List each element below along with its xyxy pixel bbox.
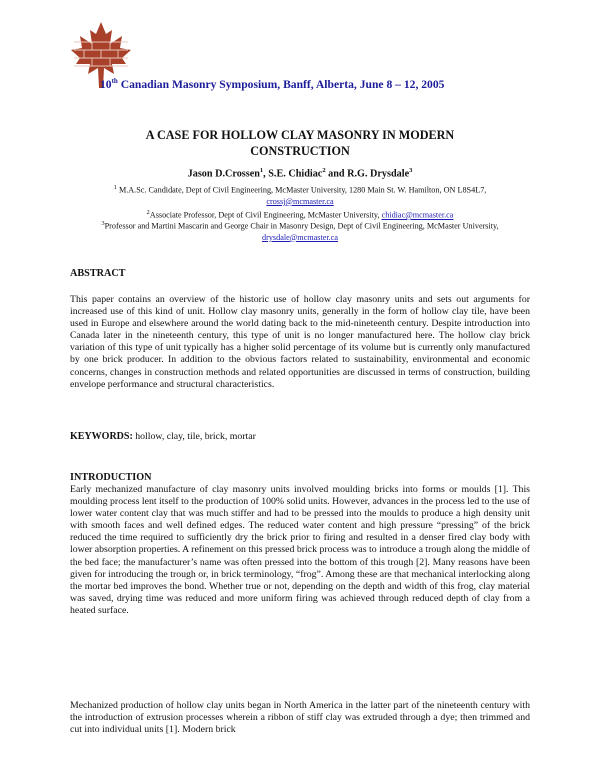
keywords-line (70, 431, 256, 442)
abstract-text: This paper contains an overview of the historic use of hollow clay masonry units and sets out arguments for increased use of this kind of unit. Hollow clay masonry units, generally in the form of hollow clay tile, have been used in Europe and elsewhere around the world dating back to the mid-nineteenth century. Despite introduction into Canada later in the nineteenth century, this type of unit is no longer manufactured here. The hollow clay brick variation of this type of unit typically has a higher solid percentage of its volume but is currently only manufactured by one brick producer. In addition to the obvious factors related to sustainability, environmental and economic concerns, changes in construction methods and related opportunities are discussed in terms of construction, building envelope performance and structural characteristics. (70, 294, 530, 390)
title-line-2: CONSTRUCTION (250, 144, 350, 158)
abstract-heading: ABSTRACT (70, 268, 126, 279)
affiliation-2: $^2$Associate Professor, Dept of Civil Engineering, McMaster University, chidiac@mcmaster.ca (146, 209, 454, 220)
author-name: S.E. Chidiac (268, 168, 323, 180)
title-line-1: A CASE FOR HOLLOW CLAY MASONRY IN MODERN (145, 128, 455, 142)
paper-title (60, 127, 540, 159)
introduction-heading: INTRODUCTION (70, 472, 152, 483)
keywords-values: hollow, clay, tile, brick, mortar (132, 431, 256, 442)
author-name: R.G. Drysdale (347, 168, 410, 180)
author-name: Jason D.Crossen (187, 168, 260, 180)
email-link[interactable]: chidiac@mcmaster.ca (381, 210, 454, 220)
affiliation-1: $^1$ M.A.Sc. Candidate, Dept of Civil Engineering, McMaster University, 1280 Main St. W. Hamilton, ON L8S4L7, crossj@mcmaster.ca (113, 184, 487, 206)
author-list: Jason D.Crossen$^1$, S.E. Chidiac$^2$ and R.G. Drysdale$^3$ (187, 167, 413, 180)
email-link[interactable]: drysdale@mcmaster.ca (262, 232, 338, 242)
affiliation-3: $^3$Professor and Martini Mascarin and George Chair in Masonry Design, Dept of Civil Engineering, McMaster University, drysdale@mcmaster.ca (101, 220, 499, 242)
introduction-paragraph-2: Mechanized production of hollow clay units began in North America in the latter part of the nineteenth century with the introduction of extrusion processes wherein a ribbon of stiff clay was extruded through a dye; then trimmed and cut into individual units [1]. Modern brick (70, 700, 530, 736)
introduction-paragraph-1: Early mechanized manufacture of clay masonry units involved moulding bricks into forms or moulds [1]. This moulding process lent itself to the production of 100% solid units. However, advances in the process led to the use of lower water content clay that was much stiffer and had to be pressed into the moulds to produce a high density unit with smooth faces and well defined edges. The reduced water content and high pressure “pressing” of the brick reduced the time required to sufficiently dry the brick prior to firing and resulted in a denser fired clay body with lower absorption properties. A refinement on this pressed brick process was to introduce a trough along the middle of the bed face; the manufacturer’s name was often pressed into the bottom of this trough [2]. Many reasons have been given for introducing the trough or, in brick terminology, “frog”. Among these are that mechanical interlocking along the mortar bed improves the bond. Whether true or not, depending on the depth and width of this frog, clay material was saved, drying time was reduced and more uniform firing was achieved through reduced depth of clay from a heated surface. (70, 484, 530, 616)
keywords-label: KEYWORDS: (70, 431, 133, 442)
email-link[interactable]: crossj@mcmaster.ca (266, 196, 334, 206)
conference-header: 10th Canadian Masonry Symposium, Banff, Alberta, June 8 – 12, 2005 (100, 77, 445, 91)
